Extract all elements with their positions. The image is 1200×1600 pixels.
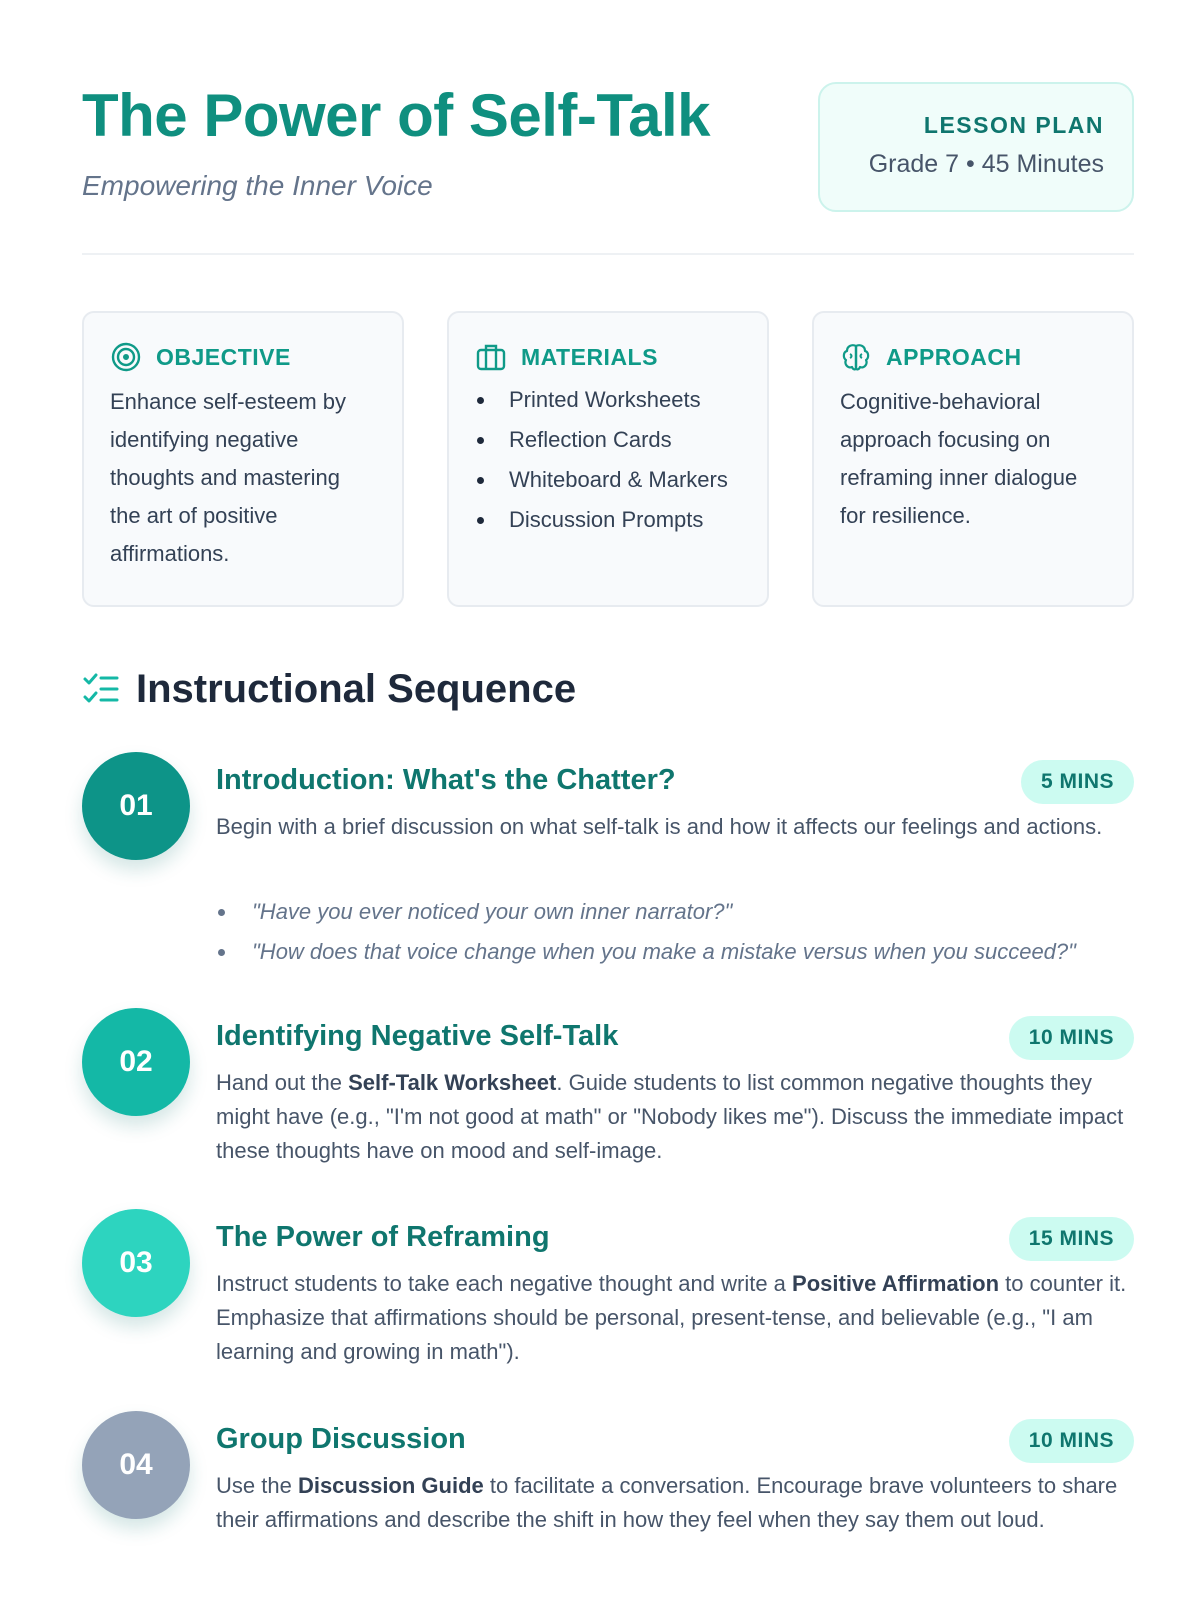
duration-badge: 15 MINS	[1009, 1217, 1134, 1261]
lesson-label: LESSON PLAN	[923, 112, 1104, 138]
step-text: to facilitate a conversation. Encourage brave volunteers to share their affirmations and describe the shift in how they feel when they say them out loud.	[216, 1473, 1118, 1532]
step-title: Introduction: What's the Chatter?	[216, 764, 676, 796]
objective-text: Enhance self-esteem by identifying negative thoughts and mastering the art of positive affirmations.	[110, 389, 347, 566]
objective-title: OBJECTIVE	[156, 343, 291, 370]
brain-icon	[840, 341, 872, 373]
prompt-item: "How does that voice change when you make a mistake versus when you succeed?"	[216, 932, 1156, 972]
approach-title: APPROACH	[886, 343, 1022, 370]
step-description	[216, 1066, 1134, 1168]
sequence-title: Instructional Sequence	[136, 666, 577, 711]
step-number: 02	[82, 1008, 190, 1116]
step-text: Hand out the	[216, 1070, 349, 1095]
briefcase-icon	[475, 341, 507, 373]
step-title: The Power of Reframing	[216, 1221, 550, 1253]
guide-name: Discussion Guide	[297, 1473, 484, 1498]
sequence-header	[82, 664, 576, 714]
materials-list	[475, 383, 741, 537]
list-item: Reflection Cards	[475, 423, 741, 457]
page-title: The Power of Self-Talk	[82, 82, 710, 149]
step-text: to counter it. Emphasize that affirmations should be personal, present-tense, and believable (e.g., "I am learning and growing in math").	[216, 1271, 1127, 1364]
worksheet-name: Self-Talk Worksheet	[348, 1070, 557, 1095]
step-text: Begin with a brief discussion on what self-talk is and how it affects our feelings and actions.	[216, 814, 1103, 839]
step-number: 01	[82, 752, 190, 860]
lesson-meta: Grade 7 • 45 Minutes	[868, 150, 1104, 178]
duration-badge: 10 MINS	[1009, 1419, 1134, 1463]
step-text: Instruct students to take each negative thought and write a	[216, 1271, 793, 1296]
step-description	[216, 810, 1134, 844]
approach-text: Cognitive-behavioral approach focusing on reframing inner dialogue for resilience.	[840, 389, 1078, 528]
materials-card	[447, 311, 769, 607]
page-header	[82, 80, 1134, 255]
approach-card	[812, 311, 1134, 607]
objective-card	[82, 311, 404, 607]
prompt-item: "Have you ever noticed your own inner narrator?"	[216, 892, 1156, 932]
list-item: Discussion Prompts	[475, 503, 741, 537]
duration-badge: 5 MINS	[1021, 760, 1134, 804]
list-item: Printed Worksheets	[475, 383, 741, 417]
step-number: 04	[82, 1411, 190, 1519]
list-item: Whiteboard & Markers	[475, 463, 741, 497]
discussion-prompts	[216, 892, 1156, 972]
materials-title: MATERIALS	[521, 343, 658, 370]
step-title: Group Discussion	[216, 1423, 466, 1455]
affirmation-term: Positive Affirmation	[792, 1271, 1000, 1296]
step-number: 03	[82, 1209, 190, 1317]
step-text: Use the	[216, 1473, 298, 1498]
target-icon	[110, 341, 142, 373]
step-description	[216, 1267, 1134, 1369]
step-title: Identifying Negative Self-Talk	[216, 1020, 619, 1052]
lesson-info-box	[818, 82, 1134, 212]
info-cards	[82, 311, 1134, 607]
page-subtitle: Empowering the Inner Voice	[82, 170, 433, 201]
step-text: . Guide students to list common negative thoughts they might have (e.g., "I'm not good at math" or "Nobody likes me"). Discuss the immediate impact these thoughts have on mood and self-image.	[216, 1070, 1124, 1163]
duration-badge: 10 MINS	[1009, 1016, 1134, 1060]
checklist-icon	[82, 670, 120, 708]
step-description	[216, 1469, 1134, 1537]
